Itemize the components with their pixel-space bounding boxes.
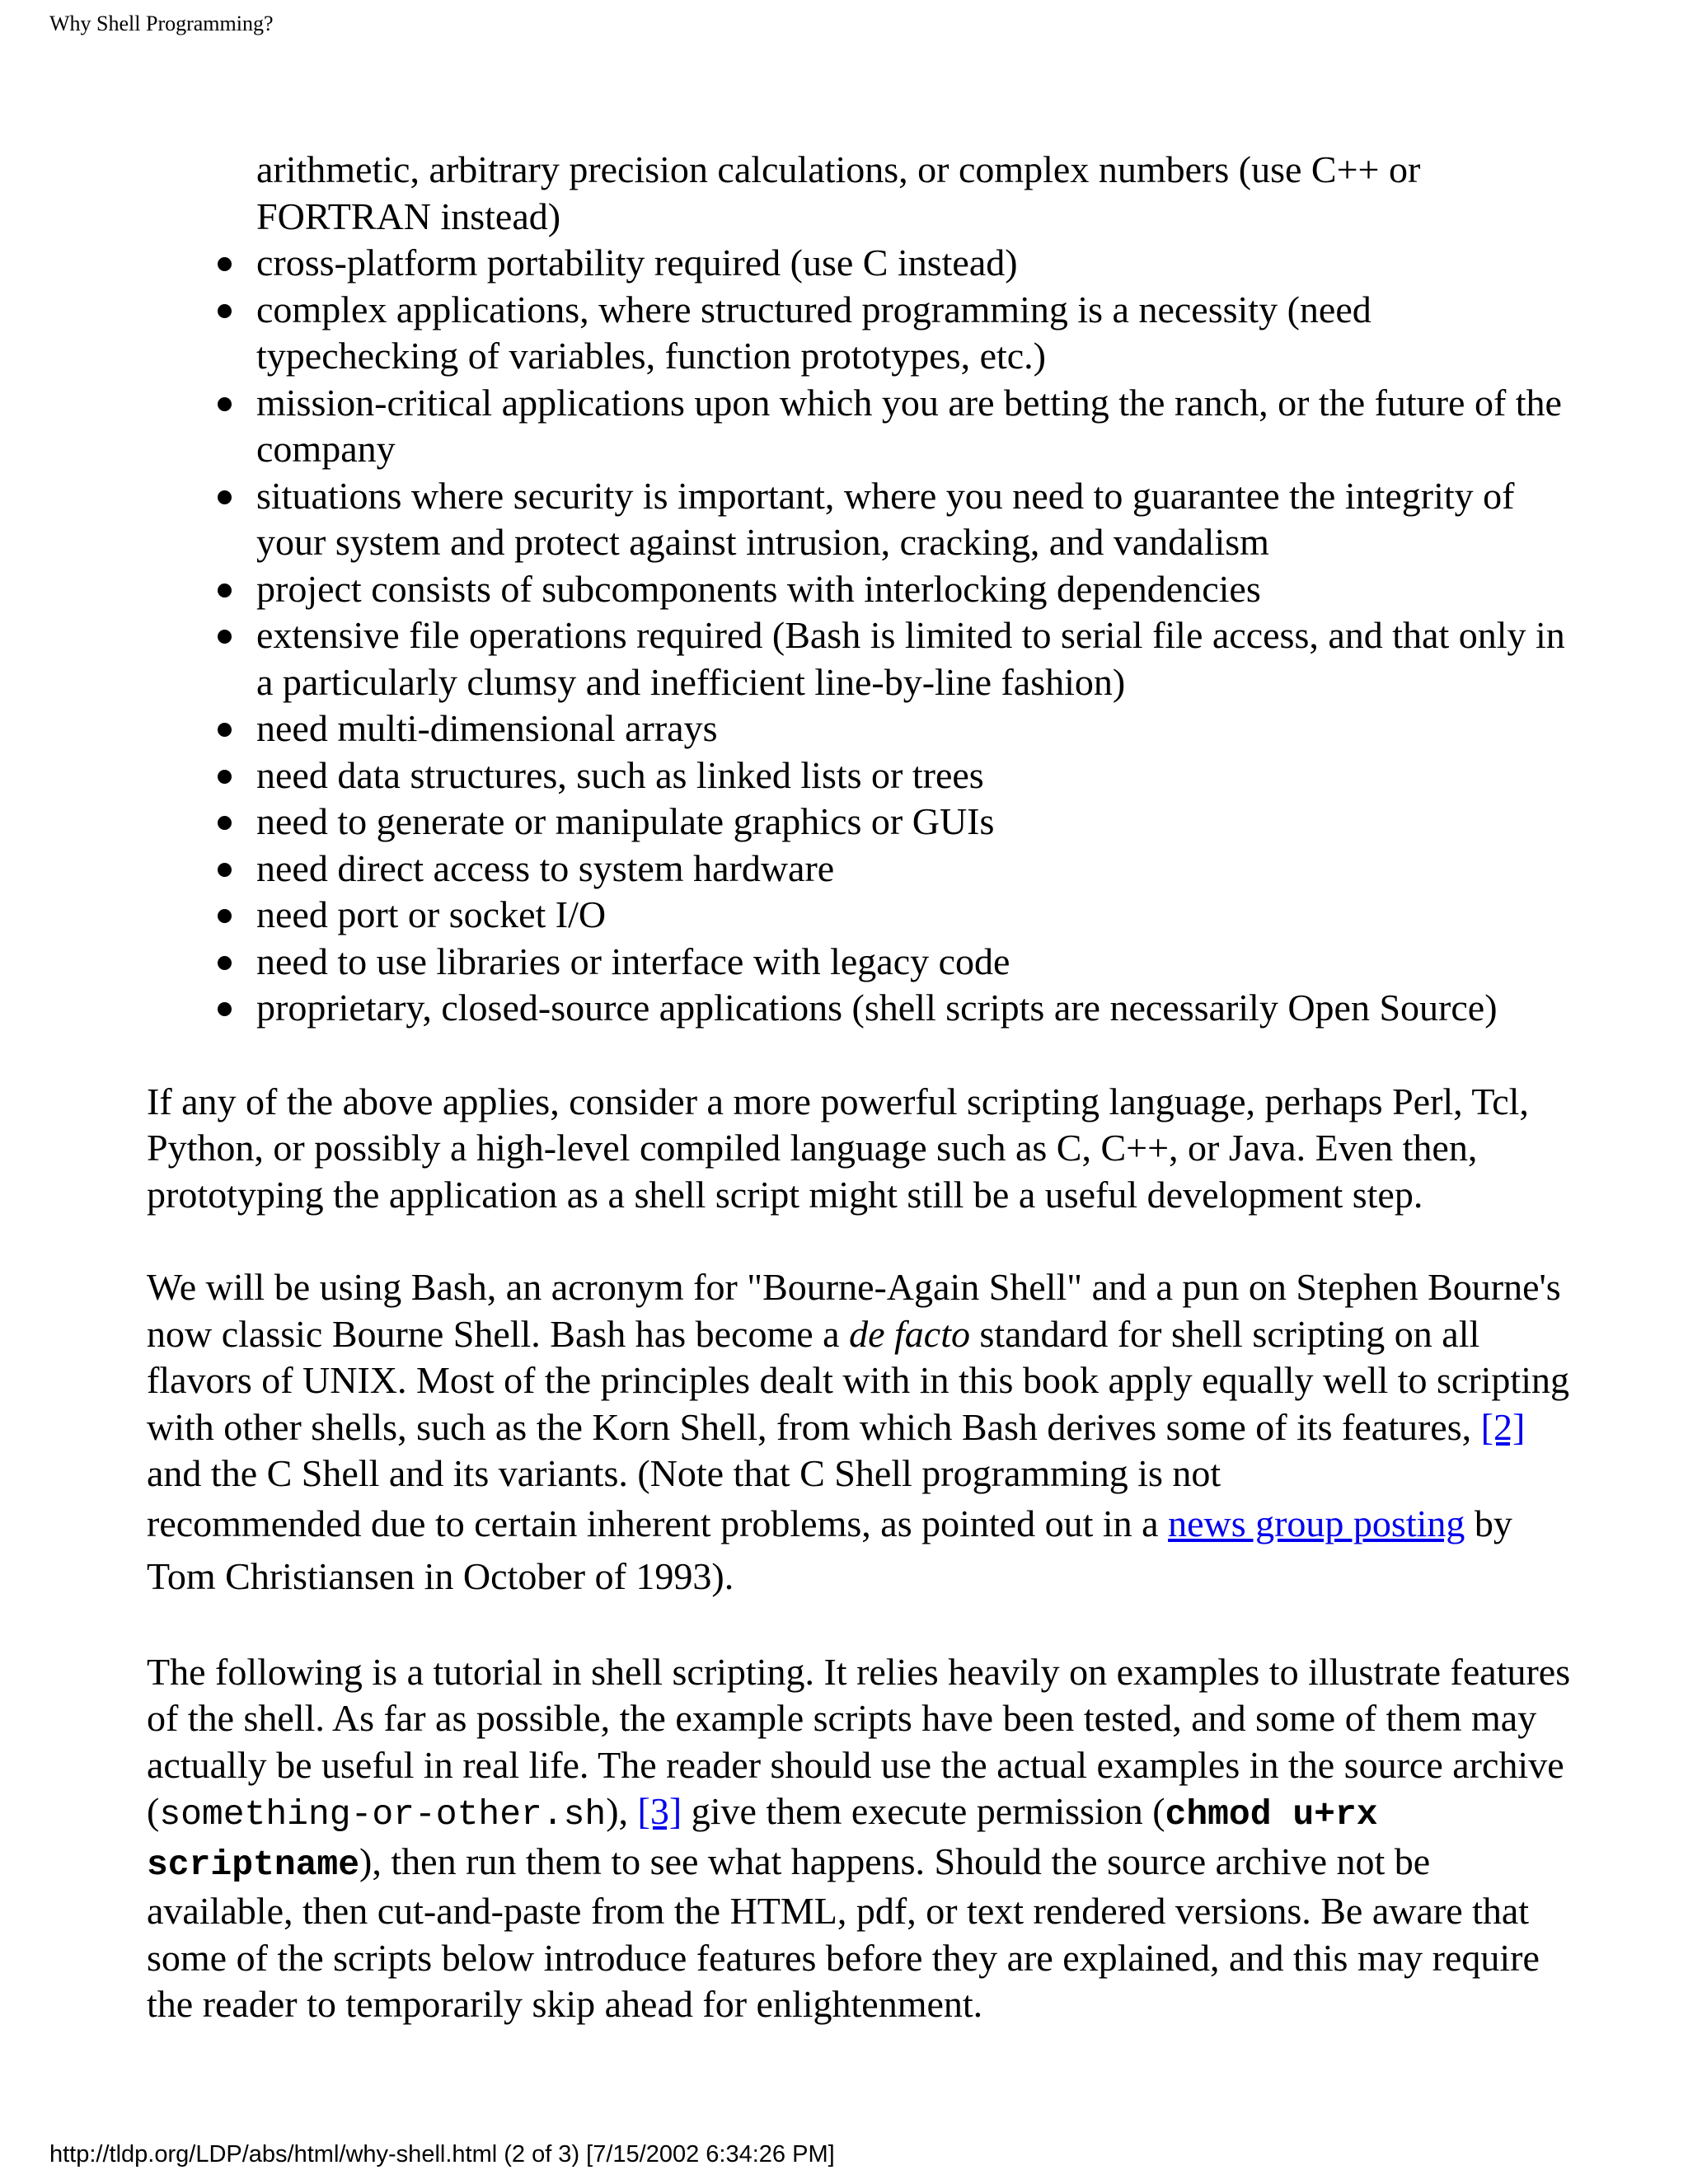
bullet-icon — [218, 816, 232, 830]
bullet-icon — [218, 863, 232, 877]
page-header-title: Why Shell Programming? — [49, 12, 274, 35]
bullet-icon — [218, 490, 232, 504]
bullet-icon — [218, 630, 232, 644]
bullet-icon — [218, 956, 232, 970]
list-item: cross-platform portability required (use C instead) — [256, 240, 1581, 287]
list-item: need data structures, such as linked lists or trees — [256, 752, 1581, 799]
list-item: extensive file operations required (Bash is limited to serial file access, and that only in a particularly clumsy and inefficient line-by-line fashion) — [256, 612, 1581, 705]
bullet-icon — [218, 770, 232, 784]
bullet-icon — [218, 257, 232, 271]
document-body — [147, 147, 1581, 2028]
list-item: mission-critical applications upon which you are betting the ranch, or the future of the company — [256, 380, 1581, 473]
bullet-icon — [218, 304, 232, 318]
bullet-icon — [218, 723, 232, 737]
page-footer-url: http://tldp.org/LDP/abs/html/why-shell.html (2 of 3) [7/15/2002 6:34:26 PM] — [49, 2141, 835, 2168]
list-item: need port or socket I/O — [256, 892, 1581, 939]
chmod-command: chmod u+rx scriptname — [147, 1794, 1378, 1885]
list-item: situations where security is important, where you need to guarantee the integrity of your system and protect against intrusion, cracking, and vandalism — [256, 473, 1581, 566]
news-group-posting-link[interactable]: news group posting — [1168, 1502, 1465, 1544]
bullet-icon — [218, 397, 232, 411]
list-item: project consists of subcomponents with interlocking dependencies — [256, 566, 1581, 613]
list-item: need multi-dimensional arrays — [256, 705, 1581, 752]
list-item: need direct access to system hardware — [256, 846, 1581, 893]
paragraph-tutorial: The following is a tutorial in shell scripting. It relies heavily on examples to illustrate features of the shell. As far as possible, the example scripts have been tested, and some of them may actually be useful in real life. The reader should use the actual examples in the source archive (something-or-other.sh), [3] give them execute permission (chmod u+rx scriptname), then run them to see what happens. Should the source archive not be available, then cut-and-paste from the HTML, pdf, or text rendered versions. Be aware that some of the scripts below introduce features before they are explained, and this may require the reader to temporarily skip ahead for enlightenment. — [147, 1650, 1571, 2025]
list-item: need to generate or manipulate graphics or GUIs — [256, 799, 1581, 846]
filename-code: something-or-other.sh — [159, 1794, 607, 1835]
emphasis-de-facto: de facto — [849, 1312, 970, 1355]
paragraph-bash-intro: We will be using Bash, an acronym for "Bourne-Again Shell" and a pun on Stephen Bourne's now classic Bourne Shell. Bash has become a de facto standard for shell scripting on all flavors of UNIX. Most of the principles dealt with in this book apply equally well to scripting with other shells, such as the Korn Shell, from which Bash derives some of its features, [2] and the C Shell and its variants. (Note that C Shell programming is not recommended due to certain inherent problems, as pointed out in a news group posting by Tom Christiansen in October of 1993). — [147, 1266, 1569, 1597]
paragraph-alternatives: If any of the above applies, consider a more powerful scripting language, perhaps Perl, Tcl, Python, or possibly a high-level compiled language such as C, C++, or Java. Even then, prototyping the application as a shell script might still be a useful development step. — [147, 1080, 1529, 1216]
bullet-icon — [218, 909, 232, 923]
unsuitable-uses-list — [147, 240, 1581, 1032]
list-item: proprietary, closed-source applications (shell scripts are necessarily Open Source) — [256, 985, 1581, 1032]
footnote-link-2[interactable]: [2] — [1480, 1405, 1526, 1448]
list-item: need to use libraries or interface with legacy code — [256, 939, 1581, 986]
bullet-icon — [218, 1002, 232, 1016]
list-item-continuation: arithmetic, arbitrary precision calculations, or complex numbers (use C++ or FORTRAN instead) — [256, 148, 1421, 237]
list-item: complex applications, where structured programming is a necessity (need typechecking of variables, function prototypes, etc.) — [256, 287, 1581, 380]
footnote-link-3[interactable]: [3] — [637, 1790, 682, 1832]
bullet-icon — [218, 583, 232, 598]
